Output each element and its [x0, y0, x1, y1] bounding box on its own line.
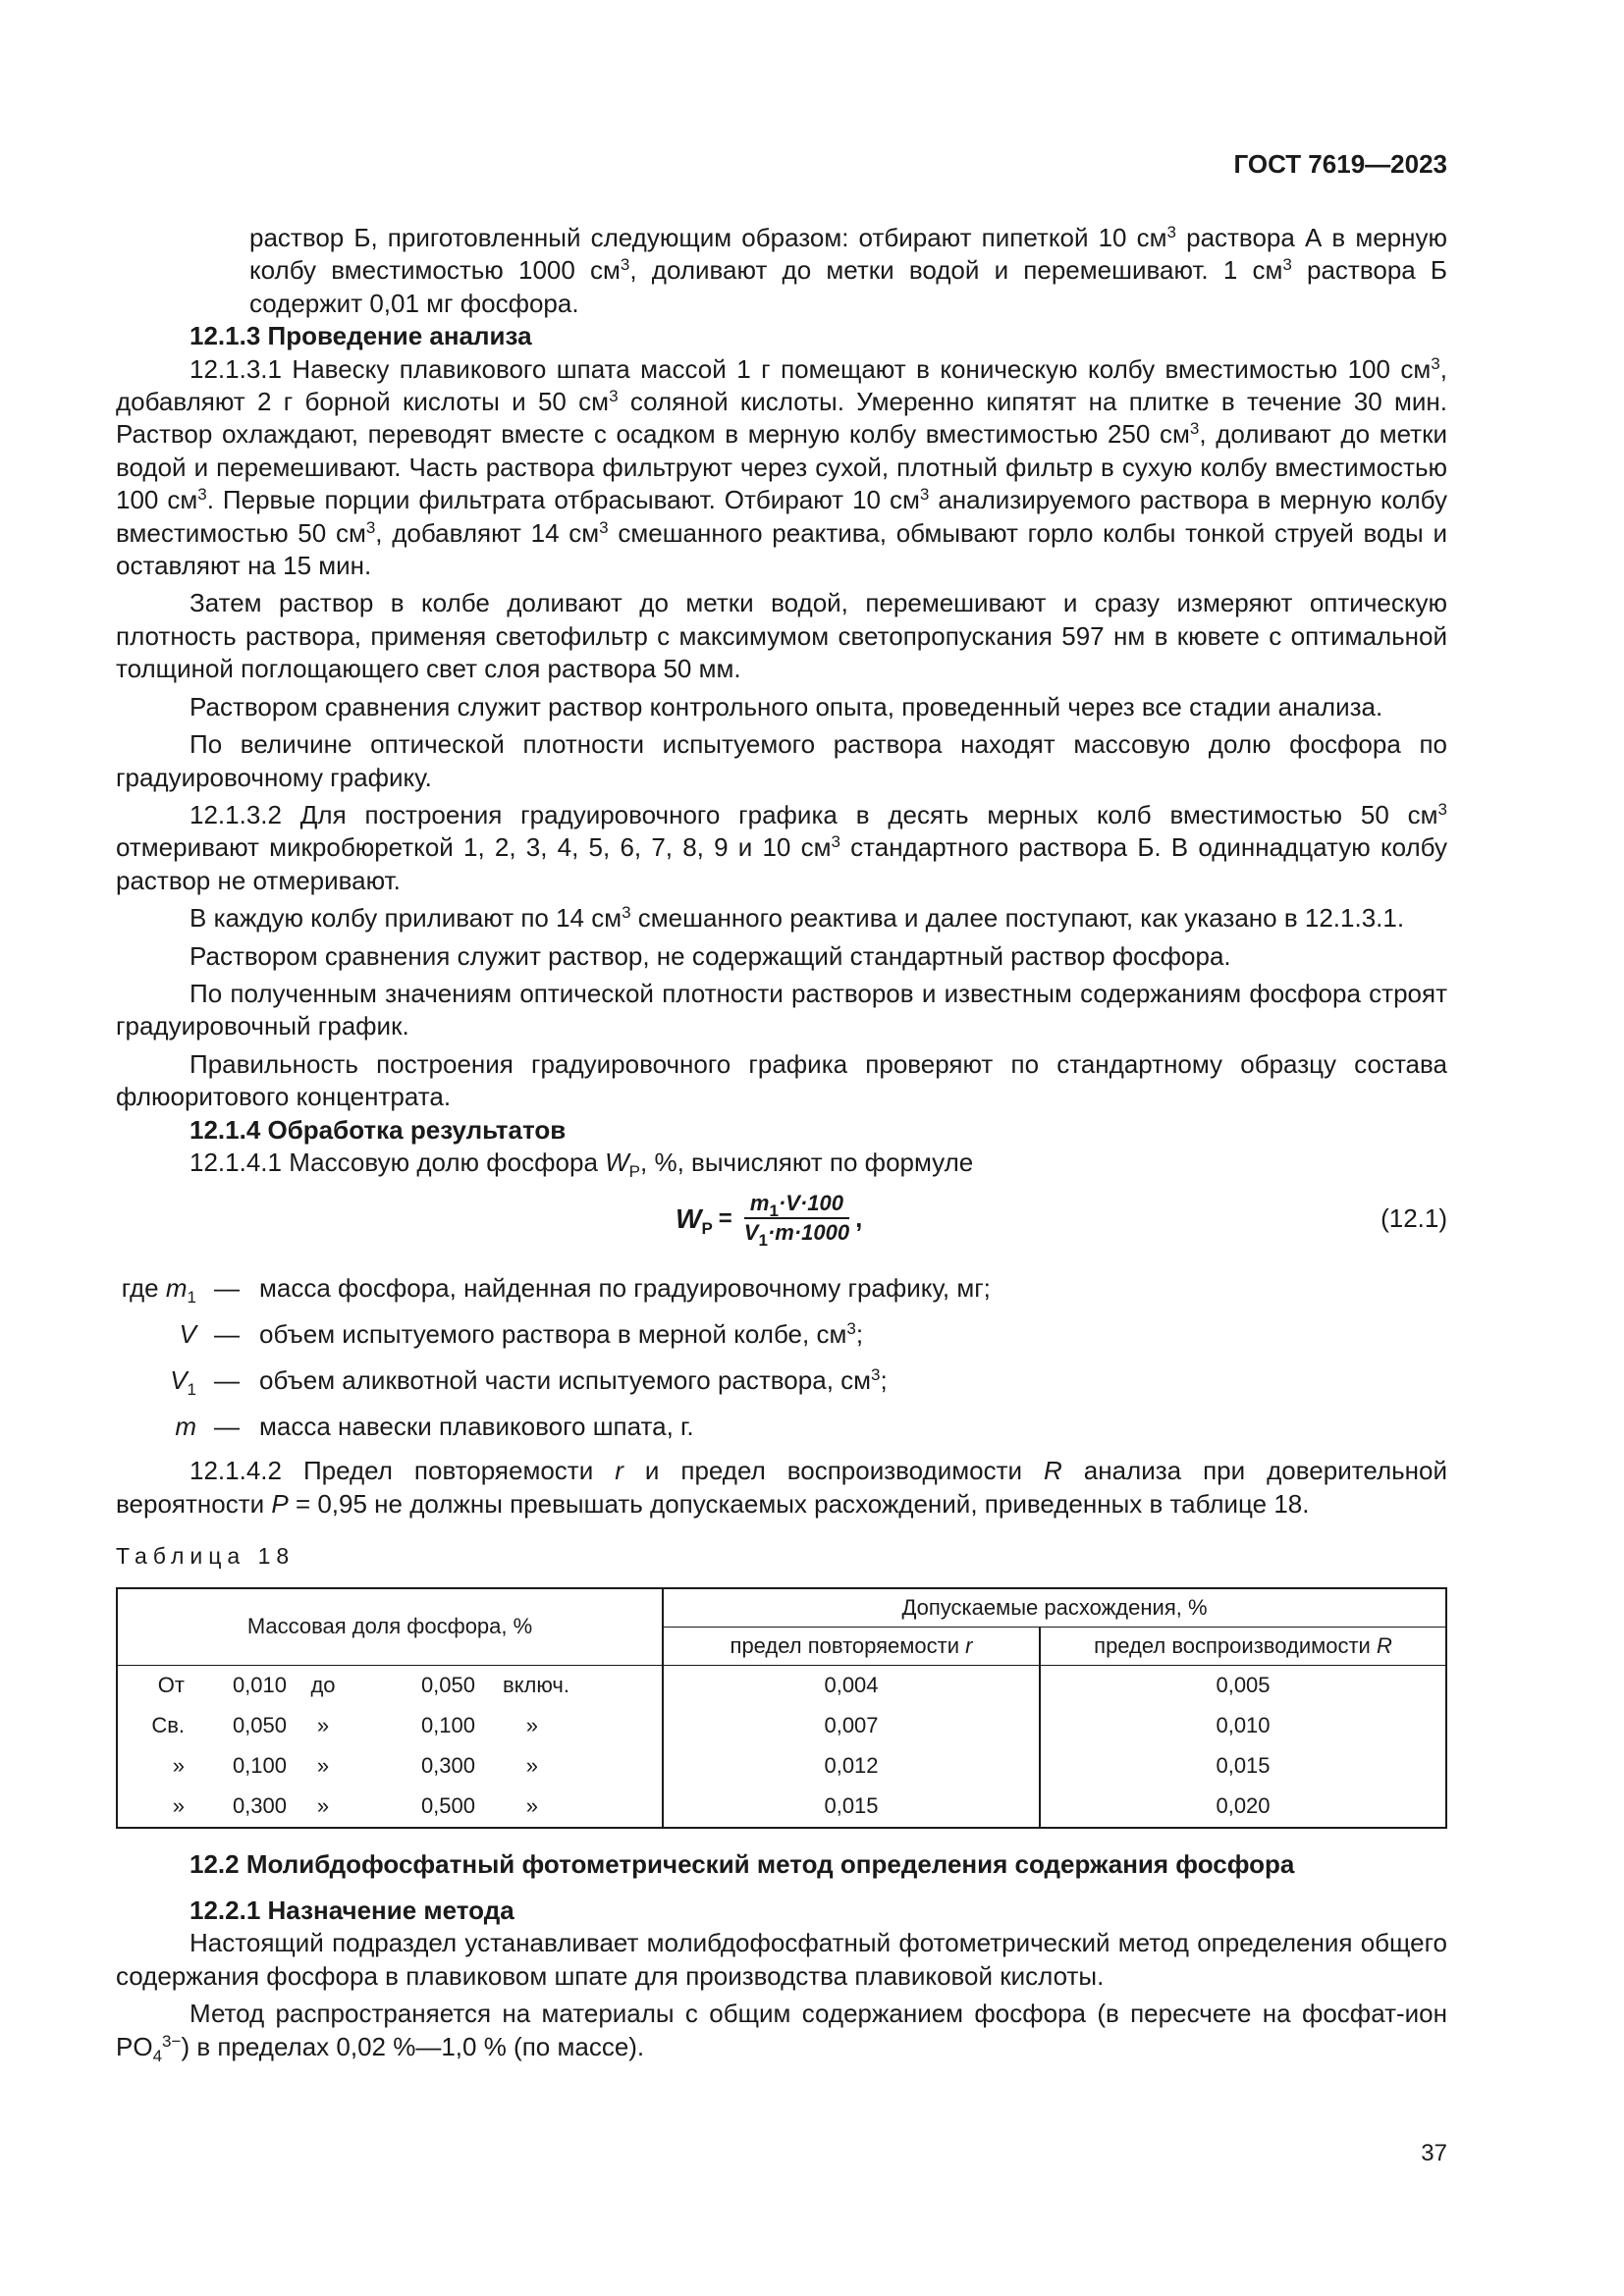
column-header-reproducibility: предел воспроизводимости R: [1040, 1627, 1446, 1665]
formula-12-1: [116, 1183, 1447, 1254]
repeatability-cell: 0,004: [663, 1665, 1040, 1706]
paragraph-value: По величине оптической плотности испытуемого раствора находят массовую долю фосфора по градуировочному графику.: [116, 729, 1447, 792]
table-row: [117, 1706, 1446, 1746]
formula-expression: $W_P$ = $\frac{m_1\cdot V\cdot 100}{V_1\cdot m\cdot 1000}$ ,: [676, 1191, 863, 1251]
reproducibility-cell: 0,015: [1040, 1746, 1446, 1787]
paragraph-12-1-4-2: 12.1.4.2 Предел повторяемости r и предел воспроизводимости R анализа при доверительной вероятности P = 0,95 не должны превышать допускаемых расхождений, приведенных в таблице 18.: [116, 1456, 1448, 1519]
paragraph-12-1-4-1: 12.1.4.1 Массовую долю фосфора $W_P$, %, вычисляют по формуле: [189, 1147, 974, 1181]
paragraph-12-1-3-2: 12.1.3.2 Для построения градуировочного графика в десять мерных колб вместимостью 50 $см^3$ отмеривают микробюреткой 1, 2, 3, 4, 5, 6, 7, 8, 9 и 10 $см^3$ стандартного раствора Б. В одиннадцатую колбу раствор не отмеривают.: [116, 799, 1447, 895]
repeatability-cell: 0,007: [663, 1706, 1040, 1746]
range-cell: От 0,010 до 0,050 включ.: [117, 1665, 663, 1706]
paragraph-12-1-3-1: 12.1.3.1 Навеску плавикового шпата массой 1 г помещают в коническую колбу вместимостью 100 $см^3$, добавляют 2 г борной кислоты и 50 $см^3$ соляной кислоты. Умеренно кипятят на плитке в течение 30 мин. Раствор охлаждают, переводят вместе с осадком в мерную колбу вместимостью 250 $см^3$, доливают до метки водой и перемешивают. Часть раствора фильтруют через сухой, плотный фильтр в сухую колбу вместимостью 100 $см^3$. Первые порции фильтрата отбрасывают. Отбирают 10 $см^3$ анализируемого раствора в мерную колбу вместимостью 50 $см^3$, добавляют 14 $см^3$ смешанного реактива, обмывают горло колбы тонкой струей воды и оставляют на 15 мин.: [116, 353, 1448, 581]
table-row: [117, 1787, 1446, 1828]
column-header-repeatability: предел повторяемости r: [663, 1627, 1040, 1665]
range-cell: » 0,100 » 0,300 »: [117, 1746, 663, 1787]
reproducibility-cell: 0,020: [1040, 1787, 1446, 1828]
heading-12-1-4: 12.1.4 Обработка результатов: [189, 1114, 567, 1145]
heading-12-2: 12.2 Молибдофосфатный фотометрический метод определения содержания фосфора: [189, 1848, 1295, 1879]
paragraph-compare-2: Раствором сравнения служит раствор, не содержащий стандартный раствор фосфора.: [189, 940, 1231, 971]
table-caption: Таблица 18: [116, 1543, 296, 1570]
reproducibility-cell: 0,005: [1040, 1665, 1446, 1706]
tolerance-table: [116, 1587, 1447, 1829]
range-cell: Св. 0,050 » 0,100 »: [117, 1706, 663, 1746]
document-header: ГОСТ 7619—2023: [1233, 149, 1447, 179]
formula-fraction: $\frac{m_1\cdot V\cdot 100}{V_1\cdot m\cdot 1000}$: [743, 1191, 850, 1251]
paragraph-obtained: По полученным значениям оптической плотности растворов и известным содержаниям фосфора строят градуировочный график.: [116, 978, 1447, 1041]
formula-number: (12.1): [1380, 1203, 1447, 1234]
column-header-mass-fraction: Массовая доля фосфора, %: [117, 1588, 663, 1666]
definition-m1: где $m_1$ — масса фосфора, найденная по градуировочному графику, мг;: [121, 1273, 991, 1308]
heading-12-2-1: 12.2.1 Назначение метода: [189, 1896, 514, 1925]
paragraph-scope: Метод распространяется на материалы с общим содержанием фосфора (в пересчете на фосфат-ион $PO_4^{3-}$) в пределах 0,02 %—1,0 % (по массе).: [116, 1999, 1447, 2065]
document-body: [116, 222, 1447, 2063]
repeatability-cell: 0,012: [663, 1746, 1040, 1787]
table-row: [117, 1746, 1446, 1787]
table-row: [117, 1665, 1446, 1706]
definition-v: V — объем испытуемого раствора в мерной колбе, $см^3$;: [179, 1319, 864, 1350]
reproducibility-cell: 0,010: [1040, 1706, 1446, 1746]
paragraph-purpose: Настоящий подраздел устанавливает молибдофосфатный фотометрический метод определения общего содержания фосфора в плавиковом шпате для производства плавиковой кислоты.: [116, 1928, 1447, 1991]
paragraph-then: Затем раствор в колбе доливают до метки водой, перемешивают и сразу измеряют оптическую плотность раствора, применяя светофильтр с максимумом светопропускания 597 нм в кювете с оптимальной толщиной поглощающего свет слоя раствора 50 мм.: [116, 588, 1447, 684]
column-group-tolerances: Допускаемые расхождения, %: [663, 1588, 1446, 1628]
formula-definitions: [116, 1265, 1447, 1450]
definition-v1: $V_1$ — объем аликвотной части испытуемого раствора, $см^3$;: [170, 1365, 888, 1400]
repeatability-cell: 0,015: [663, 1787, 1040, 1828]
definition-m: m — масса навески плавикового шпата, г.: [175, 1412, 694, 1442]
heading-12-1-3: 12.1.3 Проведение анализа: [189, 321, 532, 351]
paragraph-compare-1: Раствором сравнения служит раствор контрольного опыта, проведенный через все стадии анализа.: [189, 691, 1383, 721]
range-cell: » 0,300 » 0,500 »: [117, 1787, 663, 1828]
page-number: 37: [1421, 2140, 1447, 2166]
paragraph-solution-b: раствор Б, приготовленный следующим образом: отбирают пипеткой 10 $см^3$ раствора А в мерную колбу вместимостью 1000 $см^3$, доливают до метки водой и перемешивают. 1 $см^3$ раствора Б содержит 0,01 мг фосфора.: [249, 223, 1447, 318]
paragraph-each-flask: В каждую колбу приливают по 14 $см^3$ смешанного реактива и далее поступают, как указано в 12.1.3.1.: [189, 903, 1405, 934]
paragraph-correctness: Правильность построения градуировочного графика проверяют по стандартному образцу состава флюоритового концентрата.: [116, 1048, 1447, 1112]
